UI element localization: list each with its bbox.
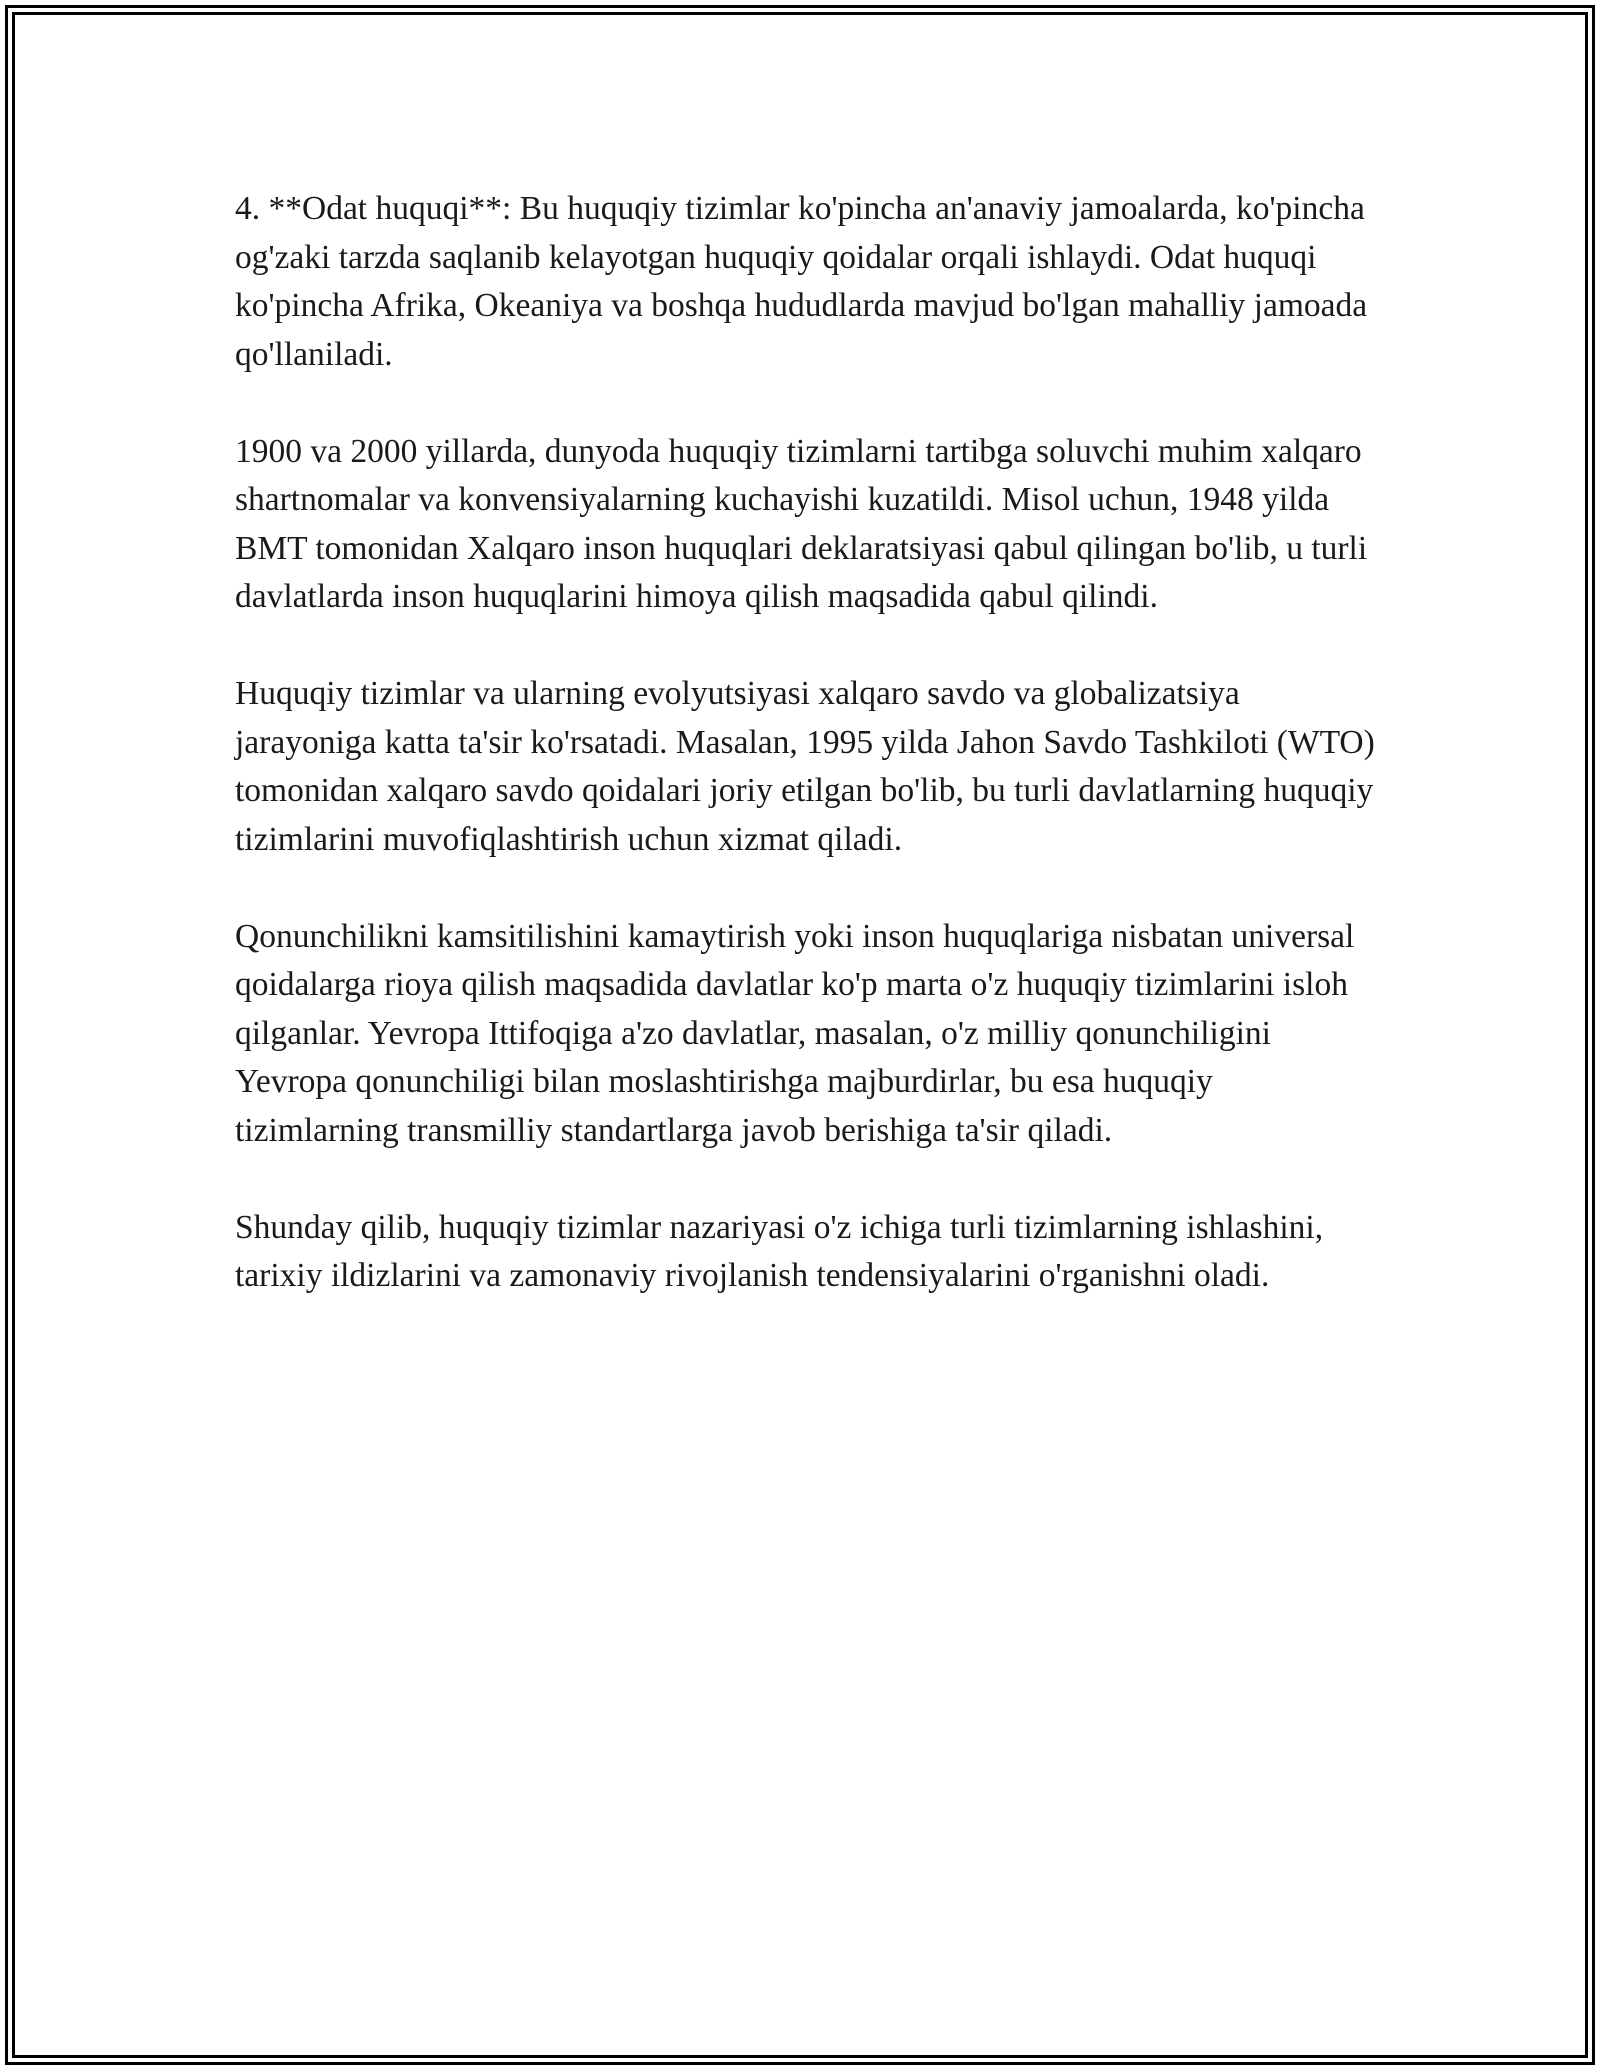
paragraph-conclusion: Shunday qilib, huquqiy tizimlar nazariyasi o'z ichiga turli tizimlarning ishlashini, tarixiy ildizlarini va zamonaviy rivojlanish tendensiyalarini o'rganishni oladi. bbox=[235, 1208, 1324, 1294]
paragraph-trade-globalization: Huquqiy tizimlar va ularning evolyutsiyasi xalqaro savdo va globalizatsiya jarayoniga katta ta'sir ko'rsatadi. Masalan, 1995 yilda Jahon Savdo Tashkiloti (WTO) tomonidan xalqaro savdo qoidalari joriy etilgan bo'lib, bu turli davlatlarning huquqiy tizimlarini muvofiqlashtirish uchun xizmat qiladi. bbox=[235, 675, 1375, 858]
paragraph-legal-reform: Qonunchilikni kamsitilishini kamaytirish yoki inson huquqlariga nisbatan universal qoidalarga rioya qilish maqsadida davlatlar ko'p marta o'z huquqiy tizimlarini isloh qilganlar. Yevropa Ittifoqiga a'zo davlatlar, masalan, o'z milliy qonunchiligini Yevropa qonunchiligi bilan moslashtirishga majburdirlar, bu esa huquqiy tizimlarning transmilliy standartlarga javob berishiga ta'sir qiladi. bbox=[235, 917, 1355, 1149]
document-body bbox=[235, 185, 1375, 1349]
paragraph-customary-law: 4. **Odat huquqi**: Bu huquqiy tizimlar ko'pincha an'anaviy jamoalarda, ko'pincha og'zaki tarzda saqlanib kelayotgan huquqiy qoidalar orqali ishlaydi. Odat huquqi ko'pincha Afrika, Okeaniya va boshqa hududlarda mavjud bo'lgan mahalliy jamoada qo'llaniladi. bbox=[235, 190, 1368, 373]
paragraph-international-treaties: 1900 va 2000 yillarda, dunyoda huquqiy tizimlarni tartibga soluvchi muhim xalqaro shartnomalar va konvensiyalarning kuchayishi kuzatildi. Misol uchun, 1948 yilda BMT tomonidan Xalqaro inson huquqlari deklaratsiyasi qabul qilingan bo'lib, u turli davlatlarda inson huquqlarini himoya qilish maqsadida qabul qilindi. bbox=[235, 432, 1368, 615]
